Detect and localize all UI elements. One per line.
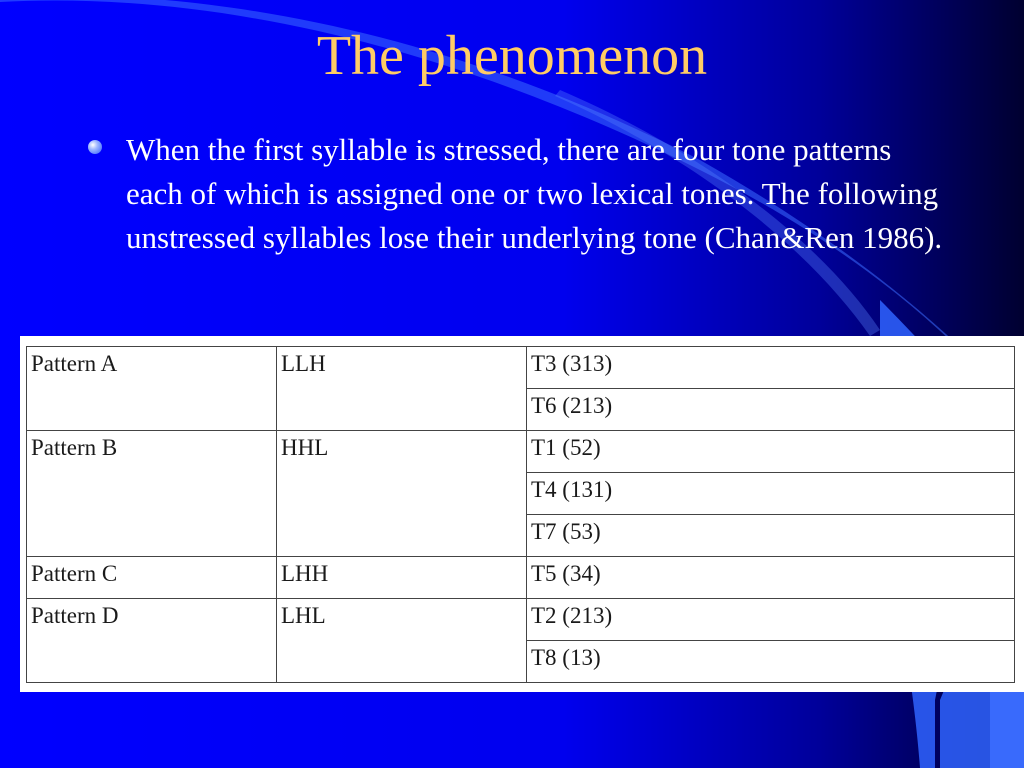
pattern-cell: Pattern B [27,431,277,557]
bullet-text: When the first syllable is stressed, there are four tone patterns each of which is assigned one or two lexical tones. The following unstressed syllables lose their underlying tone (Chan&Ren 1986). [126,132,943,255]
tone-pattern-table-panel [20,336,1024,692]
tone-pattern-table [26,346,1015,683]
tone-cell: T8 (13) [527,641,1015,683]
tone-cell: T3 (313) [527,347,1015,389]
tone-cell: T6 (213) [527,389,1015,431]
shape-cell: LHL [277,599,527,683]
table-row [27,347,1015,389]
pattern-cell: Pattern C [27,557,277,599]
pattern-cell: Pattern A [27,347,277,431]
bullet-dot-icon [88,140,102,154]
tone-cell: T2 (213) [527,599,1015,641]
tone-cell: T7 (53) [527,515,1015,557]
shape-cell: LLH [277,347,527,431]
table-row [27,599,1015,641]
tone-cell: T1 (52) [527,431,1015,473]
bullet-item [88,128,948,260]
table-row [27,431,1015,473]
page-title: The phenomenon [316,25,708,87]
table-row [27,557,1015,599]
pattern-cell: Pattern D [27,599,277,683]
tone-cell: T5 (34) [527,557,1015,599]
tone-cell: T4 (131) [527,473,1015,515]
shape-cell: HHL [277,431,527,557]
shape-cell: LHH [277,557,527,599]
